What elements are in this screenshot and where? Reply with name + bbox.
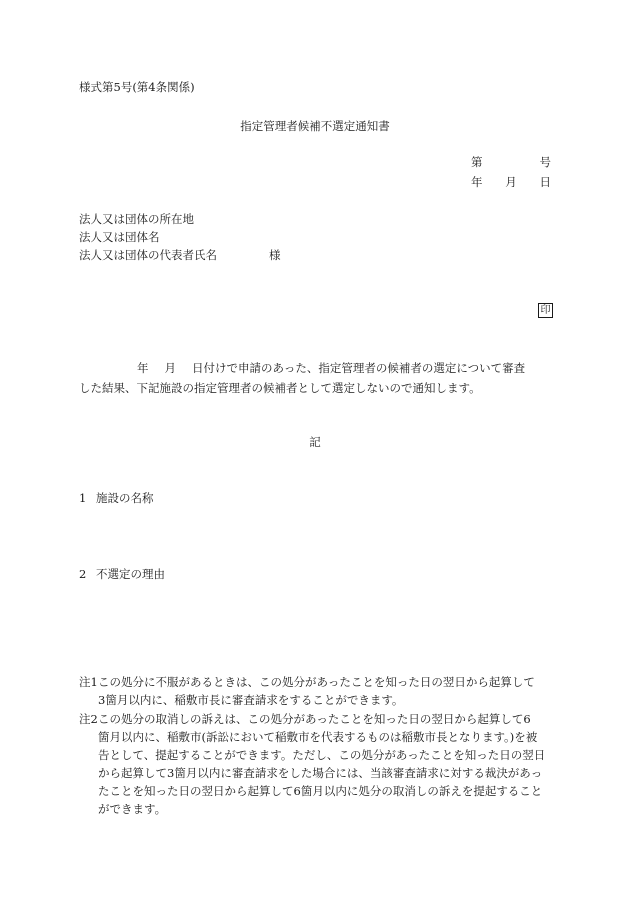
form-number: 様式第5号(第4条関係)	[79, 80, 195, 94]
notice-body	[79, 358, 551, 398]
issue-day-label: 日	[539, 175, 551, 189]
body-month-label: 月	[164, 361, 176, 375]
addressee-location: 法人又は団体の所在地	[79, 212, 194, 226]
note-line: 3箇月以内に、稲敷市長に審査請求をすることができます。	[98, 693, 404, 707]
seal-mark: 印	[538, 303, 553, 318]
addressee-representative: 法人又は団体の代表者氏名	[79, 248, 217, 262]
note-2	[79, 710, 559, 818]
item-number: 2	[79, 567, 87, 581]
note-line: この処分の取消しの訴えは、この処分があったことを知った日の翌日から起算して6	[98, 712, 531, 726]
issue-year-label: 年	[471, 175, 483, 189]
note-line: この処分に不服があるときは、この処分があったことを知った日の翌日から起算して	[98, 675, 535, 689]
number-prefix: 第	[471, 155, 483, 169]
body-year-label: 年	[137, 361, 149, 375]
document-number-line	[471, 154, 551, 171]
addressee-name: 法人又は団体名	[79, 230, 160, 244]
item-facility-name	[79, 490, 154, 507]
note-mark: 注1	[79, 675, 98, 689]
addressee-honorific: 様	[269, 248, 281, 262]
item-number: 1	[79, 491, 87, 505]
notes-section	[79, 673, 559, 819]
note-mark: 注2	[79, 712, 98, 726]
note-line: たことを知った日の翌日から起算して6箇月以内に処分の取消しの訴えを提起すること	[98, 784, 543, 798]
note-1	[79, 673, 559, 709]
notice-body-line-2: した結果、下記施設の指定管理者の候補者として選定しないので通知します。	[79, 381, 481, 395]
issue-date-line	[471, 174, 551, 191]
item-non-selection-reason	[79, 566, 165, 583]
notice-body-line-1	[79, 358, 551, 378]
ki-heading: 記	[309, 435, 321, 449]
number-suffix: 号	[539, 155, 551, 169]
note-line: 箇月以内に、稲敷市(訴訟において稲敷市を代表するものは稲敷市長となります。)を被	[98, 730, 538, 744]
note-line: から起算して3箇月以内に審査請求をした場合には、当該審査請求に対する裁決があっ	[98, 766, 543, 780]
item-label: 不選定の理由	[96, 567, 165, 581]
body-line1-text: 日付けで申請のあった、指定管理者の候補者の選定について審査	[192, 361, 526, 375]
note-line: 告として、提起することができます。ただし、この処分があったことを知った日の翌日	[98, 748, 546, 762]
document-title: 指定管理者候補不選定通知書	[240, 119, 390, 133]
note-line: ができます。	[98, 802, 167, 816]
addressee-representative-line	[79, 247, 281, 264]
issue-month-label: 月	[505, 175, 517, 189]
item-label: 施設の名称	[96, 491, 154, 505]
